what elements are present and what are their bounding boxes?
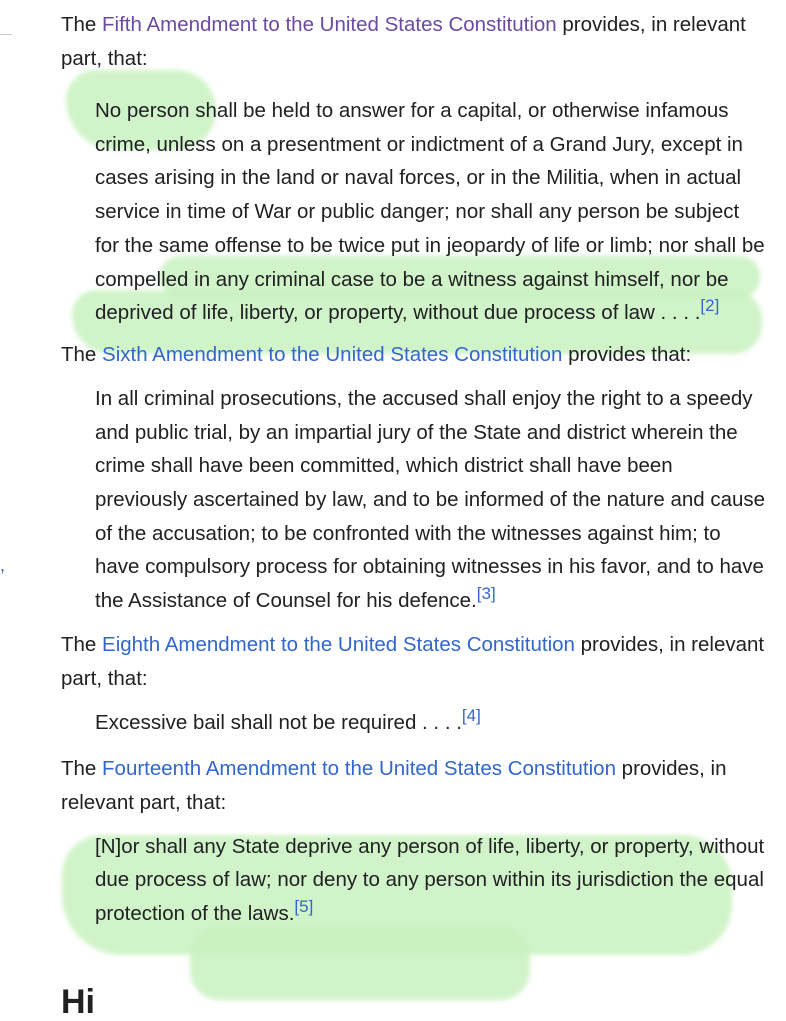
article-body bbox=[61, 0, 766, 931]
ref-5-link[interactable]: [5] bbox=[294, 896, 314, 916]
fourteenth-intro: The Fourteenth Amendment to the United States Constitution provides, in relevant part, that: bbox=[61, 756, 727, 814]
fourteenth-quote: [N]or shall any State deprive any person of life, liberty, or property, without due process of law; nor deny to any person within its jurisdiction the equal protection of the laws.[5] bbox=[95, 834, 765, 925]
ref-2-link[interactable]: [2] bbox=[700, 296, 720, 316]
ref-4-link[interactable]: [4] bbox=[461, 705, 481, 725]
sixth-quote: In all criminal prosecutions, the accused shall enjoy the right to a speedy and public trial, by an impartial jury of the State and district wherein the crime shall have been committed, which district shall have been previously ascertained by law, and to be informed of the nature and cause of the accusation; to be confronted with the witnesses against him; to have compulsory process for obtaining witnesses in his favor, and to have the Assistance of Counsel for his defence.[3] bbox=[95, 386, 766, 613]
sixth-intro: The Sixth Amendment to the United States Constitution provides that: bbox=[61, 342, 692, 366]
eighth-quote: Excessive bail shall not be required . . . .[4] bbox=[95, 705, 481, 734]
ref-3-link[interactable]: [3] bbox=[476, 584, 496, 604]
fourteenth-amendment-link[interactable]: Fourteenth Amendment to the United States Constitution bbox=[102, 756, 616, 780]
next-heading-fragment: Hi bbox=[61, 983, 95, 1021]
edge-fragment: , bbox=[0, 555, 6, 575]
fifth-intro: The Fifth Amendment to the United States Constitution provides, in relevant part, that: bbox=[61, 13, 746, 70]
divider bbox=[0, 34, 12, 35]
highlight-mark bbox=[190, 925, 530, 1000]
fifth-quote: No person shall be held to answer for a capital, or otherwise infamous crime, unless on a presentment or indictment of a Grand Jury, except in cases arising in the land or naval forces, or in the Militia, when in actual service in time of War or public danger; nor shall any person be subject for the same offense to be twice put in jeopardy of life or limb; nor shall be compelled in any criminal case to be a witness against himself, nor be deprived of life, liberty, or property, without due process of law . . . .[2] bbox=[95, 99, 765, 325]
eighth-intro: The Eighth Amendment to the United States Constitution provides, in relevant part, that: bbox=[61, 632, 765, 690]
sixth-amendment-link[interactable]: Sixth Amendment to the United States Constitution bbox=[102, 342, 563, 366]
eighth-amendment-link[interactable]: Eighth Amendment to the United States Constitution bbox=[102, 632, 575, 656]
fifth-amendment-link[interactable]: Fifth Amendment to the United States Constitution bbox=[102, 13, 557, 36]
